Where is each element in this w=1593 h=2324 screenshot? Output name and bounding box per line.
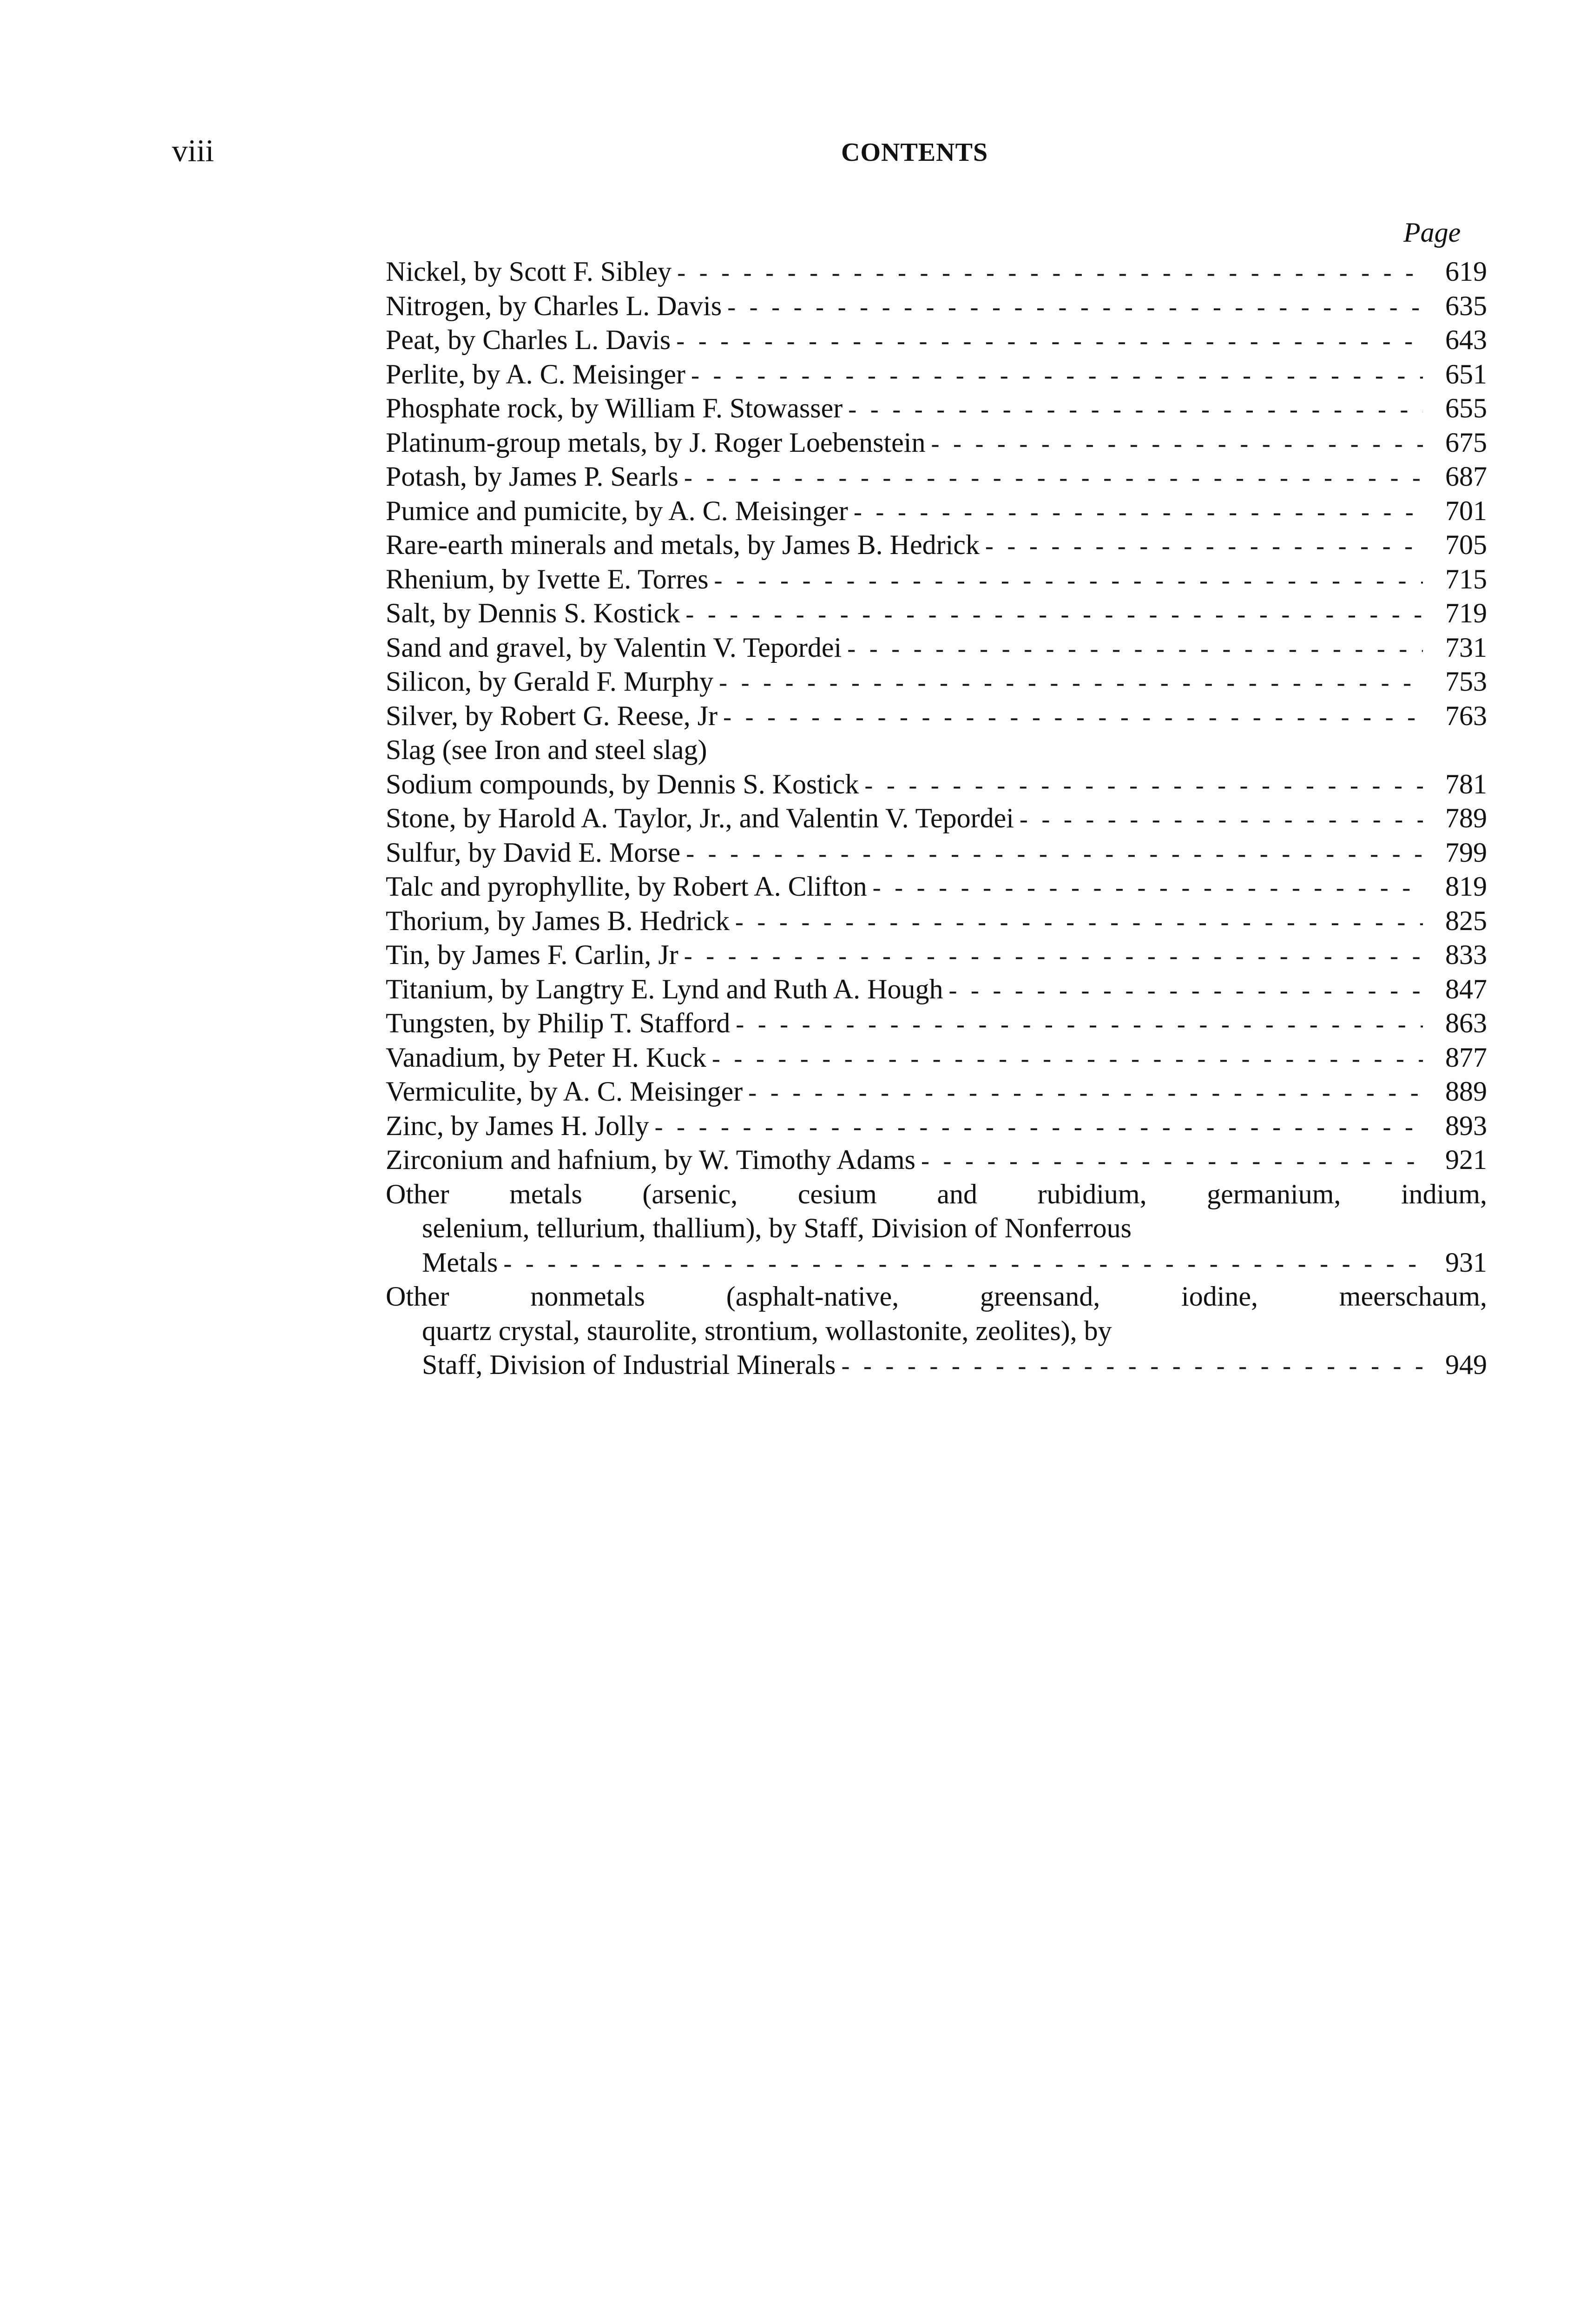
toc-entry-tin [386, 938, 1487, 972]
entry-title-line: Staff, Division of Industrial Minerals [422, 1349, 836, 1380]
toc-entry-titanium [386, 972, 1487, 1007]
entry-page: 651 [1445, 358, 1487, 390]
dot-leader [948, 973, 1423, 1008]
entry-page: 635 [1445, 290, 1487, 321]
dot-leader [719, 666, 1423, 700]
entry-page: 655 [1445, 393, 1487, 423]
dot-leader [503, 1247, 1423, 1281]
toc-entry-salt [386, 596, 1487, 631]
toc-entry-silicon [386, 665, 1487, 699]
entry-page: 877 [1445, 1042, 1487, 1073]
entry-title: Nickel, by Scott F. Sibley [386, 256, 672, 287]
toc-entry-other-metals [386, 1177, 1487, 1280]
toc-entry-slag [386, 733, 1487, 767]
entry-title: Silicon, by Gerald F. Murphy [386, 666, 714, 697]
toc-entry-thorium [386, 904, 1487, 938]
entry-title-line: Metals [422, 1247, 498, 1278]
toc-entry-other-nonmetals [386, 1280, 1487, 1382]
entry-page: 715 [1445, 563, 1487, 594]
entry-title: Sulfur, by David E. Morse [386, 837, 681, 868]
entry-title: Tin, by James F. Carlin, Jr [386, 939, 678, 970]
entry-title: Nitrogen, by Charles L. Davis [386, 290, 722, 321]
entry-page: 619 [1445, 256, 1487, 287]
dot-leader [685, 597, 1423, 632]
page-number: viii [172, 133, 214, 168]
dot-leader [712, 1042, 1423, 1076]
entry-page: 781 [1445, 768, 1487, 799]
entry-page: 643 [1445, 324, 1487, 355]
entry-title-final-line [386, 1348, 1487, 1382]
dot-leader [723, 700, 1423, 734]
entry-page: 893 [1445, 1110, 1487, 1141]
dot-leader [864, 768, 1423, 803]
entry-page: 753 [1445, 666, 1487, 697]
dot-leader [714, 563, 1423, 598]
dot-leader [727, 290, 1423, 324]
toc-entry-rare-earth [386, 528, 1487, 562]
dot-leader [921, 1144, 1423, 1178]
dot-leader [931, 427, 1423, 461]
entry-title-line: Other metals (arsenic, cesium and rubidium, germanium, indium, [386, 1178, 1487, 1209]
entry-page: 949 [1445, 1349, 1487, 1380]
entry-title: Sand and gravel, by Valentin V. Tepordei [386, 632, 842, 663]
entry-page: 921 [1445, 1144, 1487, 1175]
toc-entry-talc [386, 870, 1487, 904]
toc-entry-platinum-group-metals [386, 426, 1487, 460]
entry-title: Zirconium and hafnium, by W. Timothy Adams [386, 1144, 916, 1175]
entry-page: 719 [1445, 598, 1487, 628]
entry-title: Phosphate rock, by William F. Stowasser [386, 393, 843, 423]
running-head: CONTENTS [841, 138, 988, 167]
dot-leader [848, 392, 1423, 427]
entry-page: 847 [1445, 973, 1487, 1004]
entry-page: 705 [1445, 529, 1487, 560]
dot-leader [684, 461, 1423, 495]
dot-leader [655, 1110, 1423, 1144]
entry-page: 701 [1445, 495, 1487, 526]
table-of-contents [386, 255, 1487, 1382]
toc-entry-nickel [386, 255, 1487, 289]
toc-entry-zinc [386, 1109, 1487, 1143]
entry-title: Pumice and pumicite, by A. C. Meisinger [386, 495, 848, 526]
dot-leader [748, 1076, 1423, 1110]
entry-page: 675 [1445, 427, 1487, 458]
toc-entry-sodium-compounds [386, 767, 1487, 802]
toc-entry-sand-and-gravel [386, 631, 1487, 665]
entry-page: 889 [1445, 1076, 1487, 1107]
dot-leader [676, 324, 1423, 358]
toc-entry-sulfur [386, 836, 1487, 870]
dot-leader [1020, 802, 1423, 837]
entry-title: Slag (see Iron and steel slag) [386, 734, 707, 765]
toc-entry-vermiculite [386, 1075, 1487, 1109]
entry-page: 833 [1445, 939, 1487, 970]
toc-entry-tungsten [386, 1006, 1487, 1041]
toc-entry-potash [386, 460, 1487, 494]
entry-title: Rare-earth minerals and metals, by James B. Hedrick [386, 529, 980, 560]
entry-title: Silver, by Robert G. Reese, Jr [386, 700, 718, 731]
dot-leader [854, 495, 1423, 529]
toc-entry-phosphate-rock [386, 391, 1487, 426]
entry-title: Titanium, by Langtry E. Lynd and Ruth A. Hough [386, 973, 943, 1004]
entry-title: Rhenium, by Ivette E. Torres [386, 563, 709, 594]
toc-entry-perlite [386, 357, 1487, 392]
toc-entry-peat [386, 323, 1487, 357]
dot-leader [686, 837, 1423, 871]
toc-entry-nitrogen [386, 289, 1487, 324]
dot-leader [841, 1349, 1423, 1383]
entry-page: 789 [1445, 803, 1487, 833]
toc-entry-rhenium [386, 562, 1487, 597]
dot-leader [735, 905, 1423, 939]
entry-title-final-line [386, 1246, 1487, 1280]
entry-page: 825 [1445, 905, 1487, 936]
entry-title: Platinum-group metals, by J. Roger Loebenstein [386, 427, 926, 458]
toc-entry-vanadium [386, 1041, 1487, 1075]
dot-leader [677, 256, 1423, 290]
entry-title: Stone, by Harold A. Taylor, Jr., and Valentin V. Tepordei [386, 803, 1014, 833]
entry-title: Sodium compounds, by Dennis S. Kostick [386, 768, 859, 799]
entry-page: 799 [1445, 837, 1487, 868]
toc-entry-zirconium-hafnium [386, 1143, 1487, 1177]
entry-title: Salt, by Dennis S. Kostick [386, 598, 680, 628]
entry-page: 931 [1445, 1247, 1487, 1278]
toc-entry-silver [386, 699, 1487, 733]
toc-entry-stone [386, 801, 1487, 836]
entry-page: 863 [1445, 1008, 1487, 1038]
dot-leader [847, 632, 1423, 666]
entry-title-line: Other nonmetals (asphalt-native, greensand, iodine, meerschaum, [386, 1281, 1487, 1312]
entry-page: 763 [1445, 700, 1487, 731]
entry-page: 731 [1445, 632, 1487, 663]
entry-title: Potash, by James P. Searls [386, 461, 678, 492]
entry-page: 819 [1445, 871, 1487, 902]
entry-title: Talc and pyrophyllite, by Robert A. Clifton [386, 871, 867, 902]
entry-title: Perlite, by A. C. Meisinger [386, 358, 685, 390]
entry-page: 687 [1445, 461, 1487, 492]
dot-leader [873, 871, 1423, 905]
page-column-heading: Page [1403, 217, 1461, 248]
entry-title-line: selenium, tellurium, thallium), by Staff, Division of Nonferrous [422, 1213, 1132, 1243]
dot-leader [691, 358, 1423, 393]
entry-title: Vermiculite, by A. C. Meisinger [386, 1076, 743, 1107]
dot-leader [736, 1007, 1423, 1042]
entry-title: Thorium, by James B. Hedrick [386, 905, 730, 936]
entry-title: Zinc, by James H. Jolly [386, 1110, 649, 1141]
entry-title: Vanadium, by Peter H. Kuck [386, 1042, 706, 1073]
dot-leader [684, 939, 1423, 973]
entry-title-line: quartz crystal, staurolite, strontium, wollastonite, zeolites), by [422, 1315, 1112, 1346]
entry-title: Tungsten, by Philip T. Stafford [386, 1008, 731, 1038]
toc-entry-pumice [386, 494, 1487, 528]
entry-title: Peat, by Charles L. Davis [386, 324, 671, 355]
dot-leader [985, 529, 1423, 563]
